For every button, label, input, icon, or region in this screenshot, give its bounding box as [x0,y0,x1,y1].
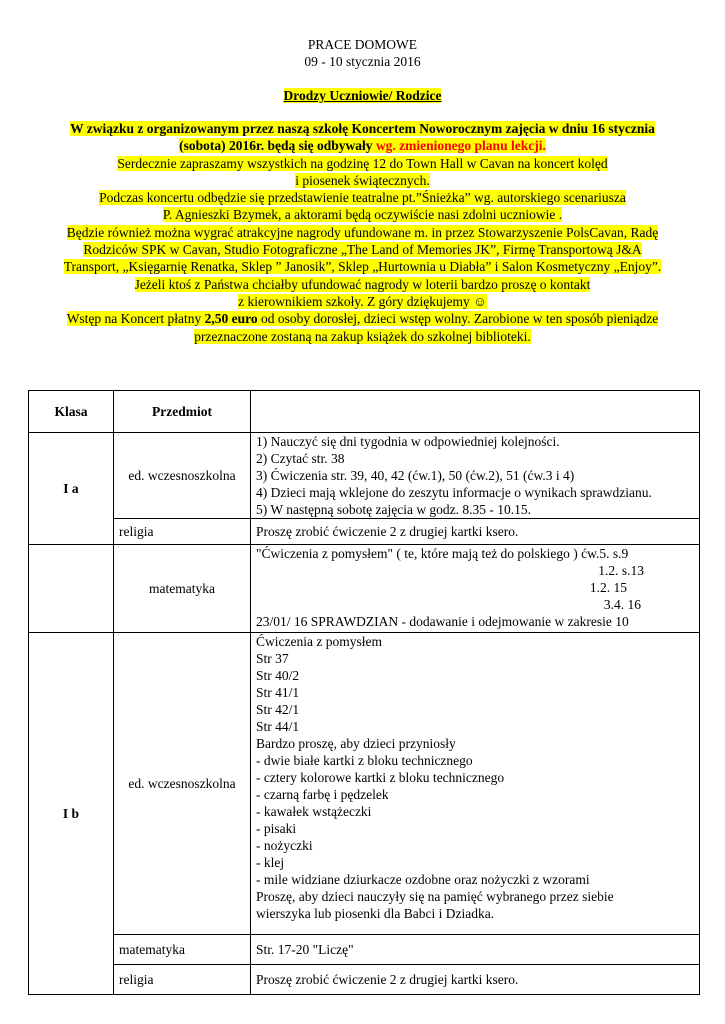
task-line: Proszę, aby dzieci nauczyły się na pamięć wybranego przez siebie [256,889,614,904]
task-line: 2) Czytać str. 38 [256,451,345,466]
task-line: wierszyka lub piosenki dla Babci i Dziadka. [256,906,495,921]
task-line: - dwie białe kartki z bloku technicznego [256,753,473,768]
greeting-row [0,87,725,104]
task-line: Str 37 [256,651,289,666]
class-ia: I a [29,433,114,545]
letter-line-3: Serdecznie zapraszamy wszystkich na godzinę 12 do Town Hall w Cavan na koncert kolęd [117,155,608,171]
tasks-ia-wczesnoszkolna [251,433,700,519]
task-line: - cztery kolorowe kartki z bloku technicznego [256,770,505,785]
task-line: 23/01/ 16 SPRAWDZIAN - dodawanie i odejmowanie w zakresie 10 [256,614,629,629]
letter-line-5: Podczas koncertu odbędzie się przedstawienie teatralne pt.”Śnieżka” wg. autorskiego scenariusza [99,190,626,206]
table-row [29,965,700,995]
letter-line-11: z kierownikiem szkoły. Z góry dziękujemy ☺ [238,293,487,309]
letter-line-7: Będzie również można wygrać atrakcyjne nagrody ufundowane m. in przez Stowarzyszenie PolsCavan, Radę [66,224,659,240]
subject-ia-matematyka: matematyka [114,545,251,633]
tasks-ib-wczesnoszkolna [251,633,700,935]
task-line: - czarną farbę i pędzelek [256,787,389,802]
table-row [29,519,700,545]
table-row [29,935,700,965]
task-line: - mile widziane dziurkacze ozdobne oraz nożyczki z wzorami [256,872,590,887]
task-line: "Ćwiczenia z pomysłem" ( te, które mają też do polskiego ) ćw.5. s.9 [256,546,629,561]
task-line: Bardzo proszę, aby dzieci przyniosły [256,736,456,751]
task-line: - nożyczki [256,838,313,853]
task-line: Str 42/1 [256,702,300,717]
letter-line-10: Jeżeli ktoś z Państwa chciałby ufundować nagrody w loterii bardzo proszę o kontakt [134,276,591,292]
task-line: - klej [256,855,285,870]
task-line: - kawałek wstążeczki [256,804,372,819]
letter-line-2: (sobota) 2016r. będą się odbywały [179,138,376,154]
subject-ia-religia: religia [114,519,251,545]
task-line: Ćwiczenia z pomysłem [256,634,382,649]
letter-line-1: W związku z organizowanym przez naszą szkołę Koncertem Noworocznym zajęcia w dniu 16 stycznia [70,121,655,136]
greeting: Drodzy Uczniowie/ Rodzice [283,88,442,103]
subject-ia-wczesnoszkolna: ed. wczesnoszkolna [114,433,251,519]
task-line: - pisaki [256,821,297,836]
document-header [0,36,725,104]
ticket-price: 2,50 euro [204,311,258,327]
tasks-ib-religia: Proszę zrobić ćwiczenie 2 z drugiej kartki ksero. [251,965,700,995]
tasks-ia-religia: Proszę zrobić ćwiczenie 2 z drugiej kartki ksero. [251,519,700,545]
table-row [29,545,700,633]
task-line: 1.2. 15 [589,580,627,595]
subject-ib-wczesnoszkolna: ed. wczesnoszkolna [114,633,251,935]
letter-line-12: Wstęp na Koncert płatny [66,311,205,327]
letter-line-8: Rodziców SPK w Cavan, Studio Fotograficzne „The Land of Memories JK”, Firmę Transportową J&A [83,242,642,258]
task-line: 3) Ćwiczenia str. 39, 40, 42 (ćw.1), 50 (ćw.2), 51 (ćw.3 i 4) [256,468,575,483]
subject-ib-matematyka: matematyka [114,935,251,965]
task-line: Str 41/1 [256,685,300,700]
schedule-change-note: wg. zmienionego planu lekcji. [375,138,546,154]
table-row [29,633,700,935]
task-line: 3.4. 16 [603,597,641,612]
letter-line-12-rest: od osoby dorosłej, dzieci wstęp wolny. Zarobione w ten sposób pieniądze [257,311,659,327]
letter-line-13: przeznaczone zostaną na zakup książek do szkolnej biblioteki. [194,328,531,344]
homework-table [28,390,700,995]
task-line: 1) Nauczyć się dni tygodnia w odpowiedniej kolejności. [256,434,560,449]
table-row [29,433,700,519]
table-header-row [29,391,700,433]
task-line: Str 44/1 [256,719,300,734]
letter-line-9: Transport, „Księgarnię Renatka, Sklep ” Janosik”, Sklep „Hurtownia u Diabła” i Salon Kosmetyczny „Enjoy”. [63,259,662,275]
task-line: 4) Dzieci mają wklejone do zeszytu informacje o wynikach sprawdzianu. [256,485,652,500]
tasks-ib-matematyka: Str. 17-20 "Liczę" [251,935,700,965]
letter-line-6: P. Agnieszki Bzymek, a aktorami będą oczywiście nasi zdolni uczniowie . [162,207,563,223]
tasks-ia-matematyka [251,545,700,633]
class-empty [29,545,114,633]
date-line: 09 - 10 stycznia 2016 [304,54,421,69]
task-line: 1.2. s.13 [598,563,644,578]
class-ib: I b [29,633,114,995]
header-klasa: Klasa [29,391,114,433]
page-title: PRACE DOMOWE [307,37,418,52]
subject-ib-religia: religia [114,965,251,995]
letter-line-4: i piosenek świątecznych. [295,172,430,188]
header-empty [251,391,700,433]
announcement-letter [0,120,725,345]
header-przedmiot: Przedmiot [114,391,251,433]
task-line: Str 40/2 [256,668,300,683]
task-line: 5) W następną sobotę zajęcia w godz. 8.35 - 10.15. [256,502,532,517]
